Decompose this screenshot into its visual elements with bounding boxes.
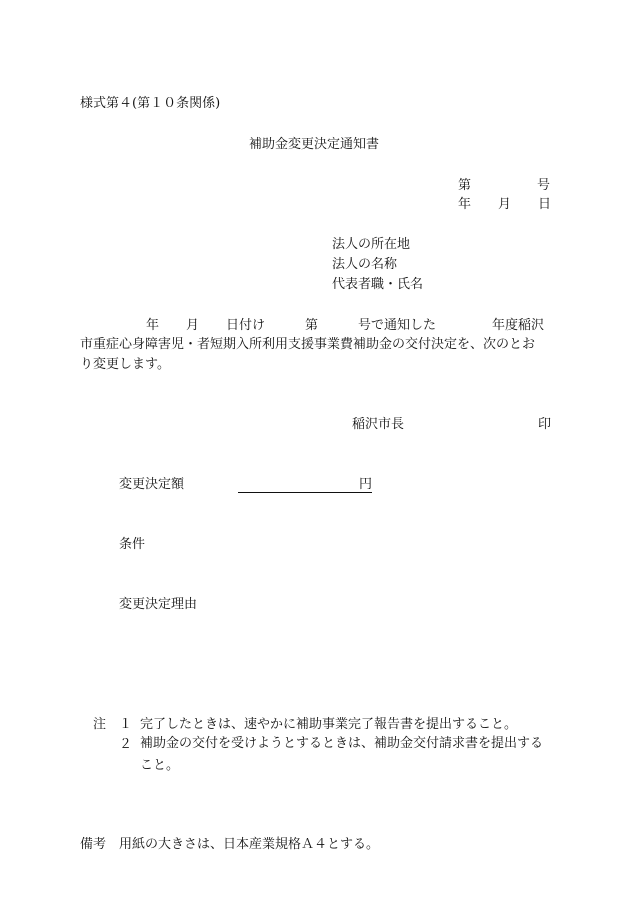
body-month: 月	[186, 318, 200, 333]
note-1-text: 完了したときは、速やかに補助事業完了報告書を提出すること。	[140, 717, 518, 732]
seal-mark: 印	[538, 417, 552, 432]
reference-number-prefix: 第	[458, 178, 472, 193]
note-2-text: 補助金の交付を受けようとするときは、補助金交付請求書を提出すること。	[140, 736, 544, 773]
reason-label: 変更決定理由	[119, 597, 198, 612]
note-1-number: １	[119, 717, 133, 732]
amount-underline	[238, 478, 372, 493]
date-month: 月	[498, 197, 512, 212]
document-title: 補助金変更決定通知書	[249, 137, 380, 152]
body-number-prefix: 第	[305, 318, 319, 333]
conditions-label: 条件	[119, 537, 146, 552]
form-label: 様式第４(第１０条関係)	[80, 96, 221, 111]
body-fiscal-year: 年度稲沢	[492, 318, 545, 333]
recipient-address: 法人の所在地	[332, 237, 411, 252]
date-year: 年	[458, 197, 472, 212]
body-line-2: 市重症心身障害児・者短期入所利用支援事業費補助金の交付決定を、次のとお	[80, 337, 536, 352]
body-day-suffix: 日付け	[226, 318, 266, 333]
reference-number-suffix: 号	[537, 178, 551, 193]
body-number-suffix: 号で通知した	[358, 318, 437, 333]
body-year: 年	[146, 318, 160, 333]
mayor-signature: 稲沢市長	[352, 417, 405, 432]
date-day: 日	[538, 197, 552, 212]
body-line-3: り変更します。	[80, 357, 170, 372]
recipient-name: 法人の名称	[332, 257, 398, 272]
notes-label: 注	[93, 717, 107, 732]
recipient-representative: 代表者職・氏名	[332, 277, 424, 292]
amount-unit: 円	[359, 477, 373, 492]
note-2-number: ２	[119, 737, 133, 752]
remarks-label: 備考	[80, 837, 107, 852]
amount-label: 変更決定額	[119, 477, 185, 492]
remarks-text: 用紙の大きさは、日本産業規格Ａ４とする。	[119, 837, 380, 852]
